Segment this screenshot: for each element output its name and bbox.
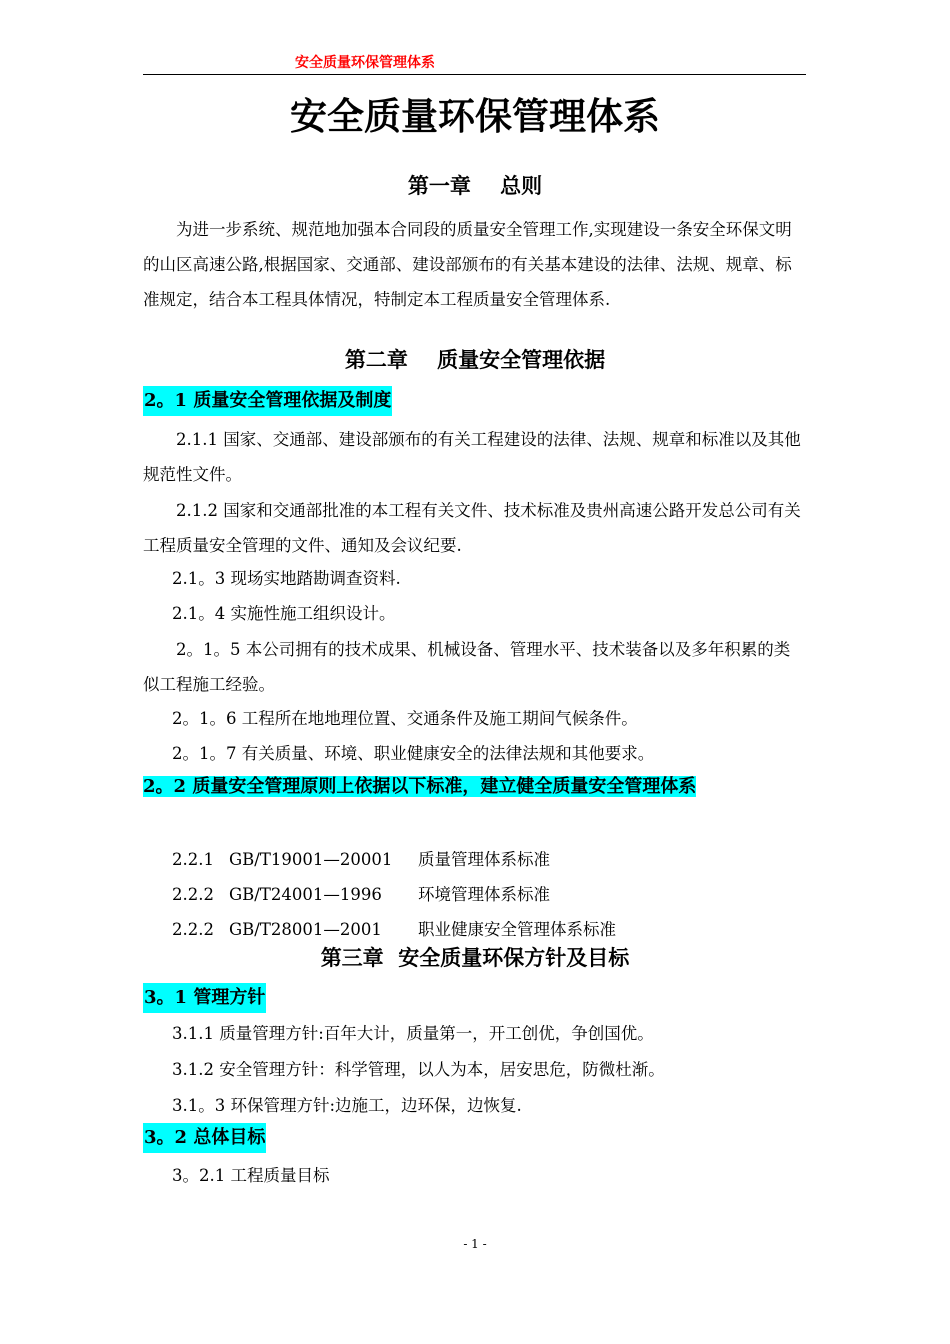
standard-number: 2.2.2: [172, 920, 214, 939]
standard-number: 2.2.1: [172, 850, 214, 869]
item-2-1-5: 2。1。5 本公司拥有的技术成果、机械设备、管理水平、技术装备以及多年积累的类似工程施工经验。: [143, 640, 791, 694]
section-2-1-heading: 2。1 质量安全管理依据及制度: [143, 386, 392, 416]
item-3-1-2: 3.1.2 安全管理方针：科学管理，以人为本，居安思危，防微杜渐。: [172, 1060, 665, 1079]
section-2-2-heading: [143, 770, 798, 804]
chapter-1-paragraph: 为进一步系统、规范地加强本合同段的质量安全管理工作,实现建设一条安全环保文明的山区高速公路,根据国家、交通部、建设部颁布的有关基本建设的法律、法规、规章、标准规定，结合本工程具体情况，特制定本工程质量安全管理体系.: [143, 220, 792, 309]
standard-name: 环境管理体系标准: [418, 885, 550, 904]
item-2-1-1: 2.1.1 国家、交通部、建设部颁布的有关工程建设的法律、法规、规章和标准以及其他规范性文件。: [143, 430, 801, 484]
item-2-1-7: 2。1。7 有关质量、环境、职业健康安全的法律法规和其他要求。: [172, 744, 655, 763]
item-2-1-2: 2.1.2 国家和交通部批准的本工程有关文件、技术标准及贵州高速公路开发总公司有关工程质量安全管理的文件、通知及会议纪要.: [143, 501, 801, 555]
section-3-1-heading: 3。1 管理方针: [143, 983, 266, 1013]
chapter-3-heading: 第三章 安全质量环保方针及目标: [320, 945, 630, 970]
standard-name: 质量管理体系标准: [418, 850, 550, 869]
section-2-2-heading-text: 2。2 质量安全管理原则上依据以下标准，建立健全质量安全管理体系: [143, 776, 697, 797]
item-2-1-6: 2。1。6 工程所在地地理位置、交通条件及施工期间气候条件。: [172, 709, 638, 728]
section-3-2-heading: 3。2 总体目标: [143, 1123, 266, 1153]
standard-code: GB/T19001—20001: [229, 850, 393, 869]
running-header: 安全质量环保管理体系: [295, 55, 435, 71]
item-3-2-1: 3。2.1 工程质量目标: [172, 1166, 330, 1185]
standard-code: GB/T28001—2001: [229, 920, 382, 939]
item-2-1-4: 2.1。4 实施性施工组织设计。: [172, 604, 396, 623]
item-2-1-3: 2.1。3 现场实地踏勘调查资料.: [172, 569, 401, 588]
standard-code: GB/T24001—1996: [229, 885, 382, 904]
chapter-1-heading: 第一章 总则: [407, 173, 543, 198]
item-3-1-3: 3.1。3 环保管理方针:边施工，边环保，边恢复.: [172, 1096, 522, 1115]
standard-number: 2.2.2: [172, 885, 214, 904]
item-3-1-1: 3.1.1 质量管理方针:百年大计，质量第一，开工创优，争创国优。: [172, 1024, 654, 1043]
standard-name: 职业健康安全管理体系标准: [418, 920, 616, 939]
page-number: - 1 -: [463, 1237, 487, 1251]
chapter-2-heading: 第二章 质量安全管理依据: [344, 347, 606, 372]
header-rule: [143, 74, 806, 75]
document-title: 安全质量环保管理体系: [290, 95, 660, 138]
